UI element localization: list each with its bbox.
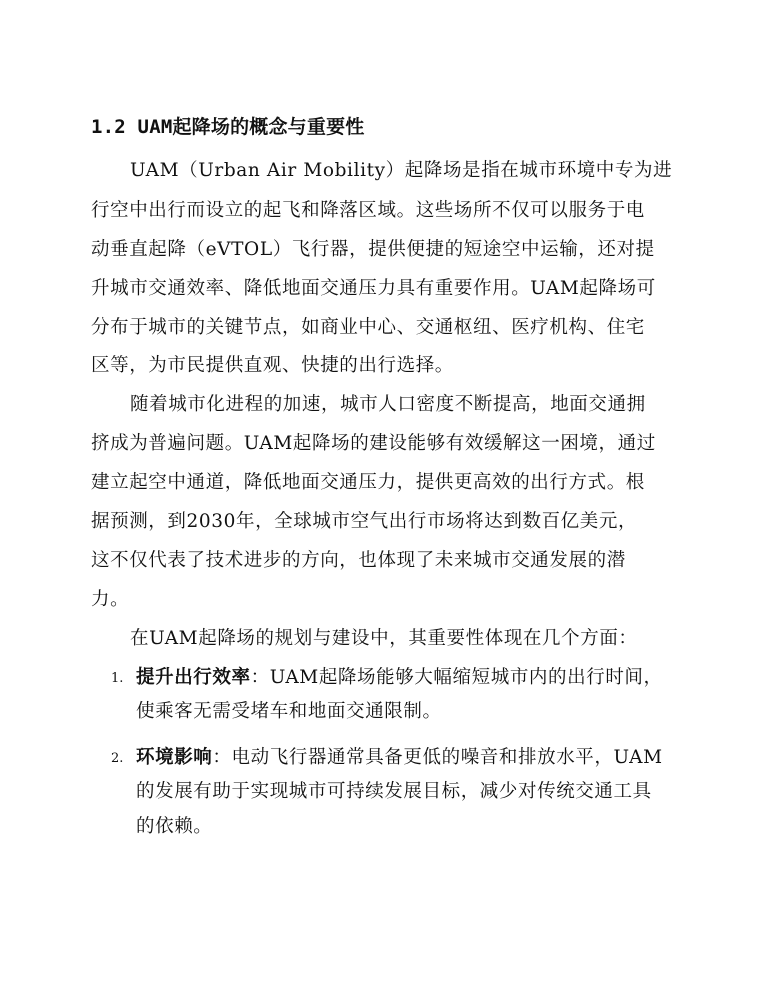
list-item-2-line-2: 的发展有助于实现城市可持续发展目标，减少对传统交通工具 <box>136 781 652 802</box>
list-item-1-line-2: 使乘客无需受堵车和地面交通限制。 <box>136 701 442 722</box>
paragraph-1-line-3: 动垂直起降（eVTOL）飞行器，提供便捷的短途空中运输，还对提 <box>91 239 655 260</box>
paragraph-2-line-6: 力。 <box>91 589 130 610</box>
list-item-2-number: 2. <box>111 751 124 766</box>
list-item-1-number: 1. <box>111 671 124 686</box>
paragraph-2-line-3: 建立起空中通道，降低地面交通压力，提供更高效的出行方式。根 <box>91 472 645 493</box>
list-item-1-line-1 <box>136 665 663 691</box>
list-item-2-term: 环境影响 <box>136 747 213 768</box>
paragraph-1-line-1: UAM（Urban Air Mobility）起降场是指在城市环境中专为进 <box>130 160 673 181</box>
paragraph-3: 在UAM起降场的规划与建设中，其重要性体现在几个方面： <box>130 628 638 649</box>
paragraph-2-line-2: 挤成为普遍问题。UAM起降场的建设能够有效缓解这一困境，通过 <box>91 433 656 454</box>
section-heading: 1.2 UAM起降场的概念与重要性 <box>91 116 365 138</box>
list-item-1-text: ：UAM起降场能够大幅缩短城市内的出行时间， <box>250 667 663 688</box>
list-item-2-line-3: 的依赖。 <box>136 816 213 837</box>
list-item-1-term: 提升出行效率 <box>136 667 251 688</box>
paragraph-1-line-4: 升城市交通效率、降低地面交通压力具有重要作用。UAM起降场可 <box>91 278 656 299</box>
paragraph-1-line-2: 行空中出行而设立的起飞和降落区域。这些场所不仅可以服务于电 <box>91 200 645 221</box>
paragraph-1-line-6: 区等，为市民提供直观、快捷的出行选择。 <box>91 355 454 376</box>
paragraph-1-line-5: 分布于城市的关键节点，如商业中心、交通枢纽、医疗机构、住宅 <box>91 317 645 338</box>
paragraph-2-line-4: 据预测，到2030年，全球城市空气出行市场将达到数百亿美元， <box>91 511 638 532</box>
paragraph-2-line-1: 随着城市化进程的加速，城市人口密度不断提高，地面交通拥 <box>130 394 646 415</box>
list-item-2-text: ：电动飞行器通常具备更低的噪音和排放水平，UAM <box>212 747 663 768</box>
paragraph-2-line-5: 这不仅代表了技术进步的方向，也体现了未来城市交通发展的潜 <box>91 550 626 571</box>
list-item-2-line-1 <box>136 745 663 771</box>
